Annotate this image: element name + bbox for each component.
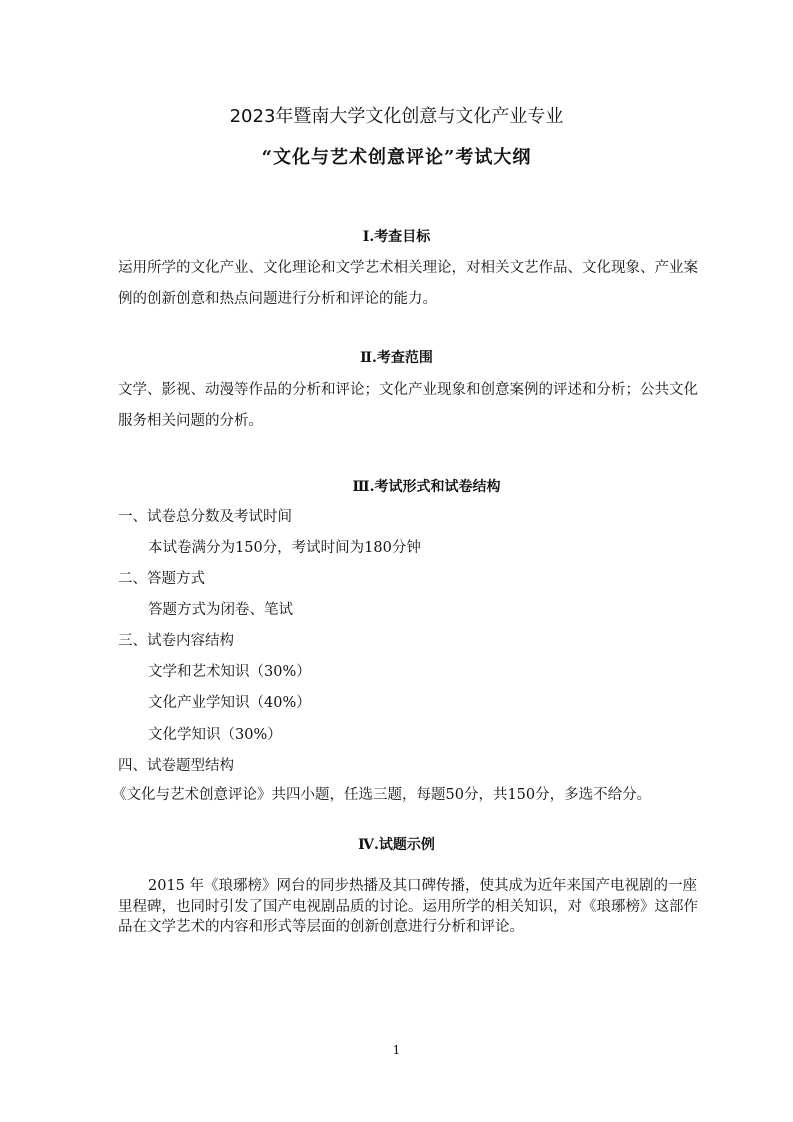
paragraph-line: 文学、影视、动漫等作品的分析和评论；文化产业现象和创意案例的评述和分析；公共文化 [118, 382, 698, 398]
document-subtitle: “文化与艺术创意评论”考试大纲 [261, 147, 532, 168]
paragraph-line: 例的创新创意和热点问题进行分析和评论的能力。 [118, 291, 437, 307]
list-heading: 四、试卷题型结构 [118, 758, 234, 774]
paragraph-line: 服务相关问题的分析。 [118, 413, 263, 429]
list-item: 《文化与艺术创意评论》共四小题，任选三题，每题50分，共150分，多选不给分。 [112, 787, 652, 803]
section-heading-4: Ⅳ.试题示例 [358, 837, 435, 853]
list-item: 文学和艺术知识（30%） [148, 664, 311, 680]
paragraph-line: 里程碑，也同时引发了国产电视剧品质的讨论。运用所学的相关知识，对《琅琊榜》这部作 [118, 899, 698, 915]
list-item: 答题方式为闭卷、笔试 [148, 602, 293, 618]
section-heading-2: Ⅱ.考查范围 [360, 350, 433, 366]
list-item: 文化学知识（30%） [148, 727, 282, 743]
list-item: 本试卷满分为150分，考试时间为180分钟 [148, 540, 421, 556]
section-heading-1: Ⅰ.考查目标 [362, 229, 431, 245]
page-number: 1 [392, 1043, 401, 1057]
list-heading: 一、试卷总分数及考试时间 [118, 509, 292, 525]
list-item: 文化产业学知识（40%） [148, 695, 311, 711]
list-heading: 二、答题方式 [118, 571, 205, 587]
list-heading: 三、试卷内容结构 [118, 633, 234, 649]
section-heading-3: Ⅲ.考试形式和试卷结构 [352, 479, 501, 495]
paragraph-line: 运用所学的文化产业、文化理论和文学艺术相关理论，对相关文艺作品、文化现象、产业案 [118, 260, 698, 276]
paragraph-line: 品在文学艺术的内容和形式等层面的创新创意进行分析和评论。 [118, 919, 524, 935]
document-title: 2023年暨南大学文化创意与文化产业专业 [229, 106, 564, 127]
paragraph-line: 2015 年《琅琊榜》网台的同步热播及其口碑传播，使其成为近年来国产电视剧的一座 [148, 878, 698, 894]
